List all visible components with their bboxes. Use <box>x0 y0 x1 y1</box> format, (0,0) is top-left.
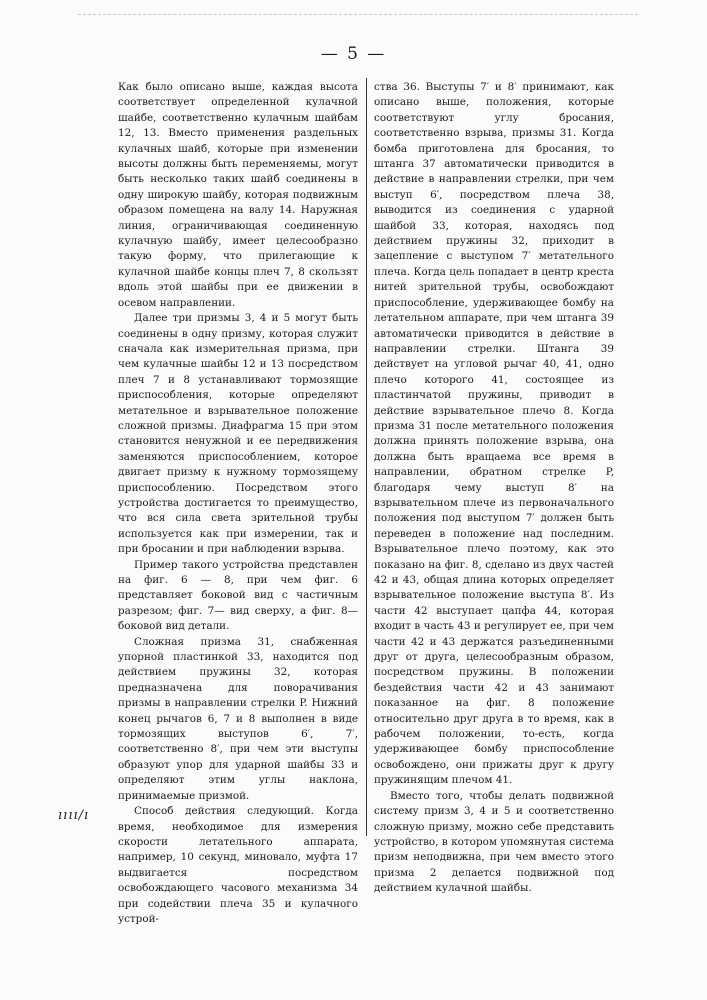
document-page <box>0 0 707 1000</box>
paragraph: Сложная призма 31, снабженная упорной пластинкой 33, находится под действием пружины 32, которая предназначена для поворачивания призмы в направлении стрелки P. Нижний конец рычагов 6, 7 и 8 выполнен в виде тормозящих выступов 6′, 7′, соответственно 8′, при чем эти выступы образуют упор для ударной шайбы 33 и определяют этим углы наклона, принимаемые призмой. <box>118 635 358 804</box>
paragraph: Как было описано выше, каждая высота соответствует определенной кулачной шайбе, соответственно кулачным шайбам 12, 13. Вместо применения раздельных кулачных шайб, которые при изменении высоты должны быть переменяемы, могут быть несколько таких шайб соединены в одну широкую шайбу, которая подвижным образом помещена на валу 14. Наружная линия, ограничивающая соединенную кулачную шайбу, имеет целесообразно такую форму, что прилегающие к кулачной шайбе концы плеч 7, 8 скользят вдоль этой шайбы при ее движении в осевом направлении. <box>118 80 358 311</box>
paragraph: Способ действия следующий. Когда время, необходимое для измерения скорости летательного аппарата, например, 10 секунд, миновало, муфта 17 выдвигается посредством освобождающего часового механизма 34 при содействии плеча 35 и кулачного устрой- <box>118 804 358 927</box>
paragraph: Пример такого устройства представлен на фиг. 6 — 8, при чем фиг. 6 представляет боковой вид с частичным разрезом; фиг. 7— вид сверху, а фиг. 8—боковой вид детали. <box>118 558 358 635</box>
top-border <box>78 14 638 15</box>
paragraph: ства 36. Выступы 7′ и 8′ принимают, как описано выше, положения, которые соответствуют углу бросания, соответственно взрыва, призмы 31. Когда бомба приготовлена для бросания, то штанга 37 автоматически приводится в действие в направлении стрелки, при чем выступ 6′, посредством плеча 38, выводится из соединения с ударной шайбой 33, которая, находясь под действием пружины 32, приходит в зацепление с выступом 7′ метательного плеча. Когда цель попадает в центр креста нитей зрительной трубы, освобождают приспособление, удерживающее бомбу на летательном аппарате, при чем штанга 39 автоматически приводится в действие в направлении стрелки. Штанга 39 действует на угловой рычаг 40, 41, одно плечо которого 41, состоящее из пластинчатой пружины, приводит в действие взрывательное плечо 8. Когда призма 31 после метательного положения должна принять положение взрыва, она должна быть вращаема все время в направлении, обратном стрелке P, благодаря чему выступ 8′ на взрывательном плече из первоначального положения под выступом 7′ должен быть переведен в положение над последним. Взрывательное плечо поэтому, как это показано на фиг. 8, сделано из двух частей 42 и 43, общая длина которых определяет взрывательное положение выступа 8′. Из части 42 выступает цапфа 44, которая входит в часть 43 и регулирует ее, при чем части 42 и 43 держатся разъединенными друг от друга, целесообразным образом, посредством пружины. В положении бездействия части 42 и 43 занимают показанное на фиг. 8 положение относительно друг друга в то время, как в рабочем положении, то-есть, когда удерживающее бомбу приспособление освобождено, они прижаты друг к другу пружинящим плечом 41. <box>374 80 614 789</box>
left-column <box>118 80 358 927</box>
right-column <box>374 80 614 897</box>
paragraph: Вместо того, чтобы делать подвижной систему призм 3, 4 и 5 и соответственно сложную призму, можно себе представить устройство, в котором упомянутая система призм неподвижна, при чем вместо этого призма 2 делается подвижной под действием кулачной шайбы. <box>374 789 614 897</box>
column-divider <box>366 78 367 836</box>
margin-mark: ıııı/ı <box>58 808 89 823</box>
paragraph: Далее три призмы 3, 4 и 5 могут быть соединены в одну призму, которая служит сначала как измерительная призма, при чем кулачные шайбы 12 и 13 посредством плеч 7 и 8 устанавливают тормозящие приспособления, которые определяют метательное и взрывательное положение сложной призмы. Диафрагма 15 при этом становится ненужной и ее передвижения заменяются приспособлением, которое двигает призму к нужному тормозящему приспособлению. Посредством этого устройства достигается то преимущество, что вся сила света зрительной трубы используется как при измерении, так и при бросании и при наблюдении взрыва. <box>118 311 358 558</box>
page-number: — 5 — <box>0 44 707 64</box>
